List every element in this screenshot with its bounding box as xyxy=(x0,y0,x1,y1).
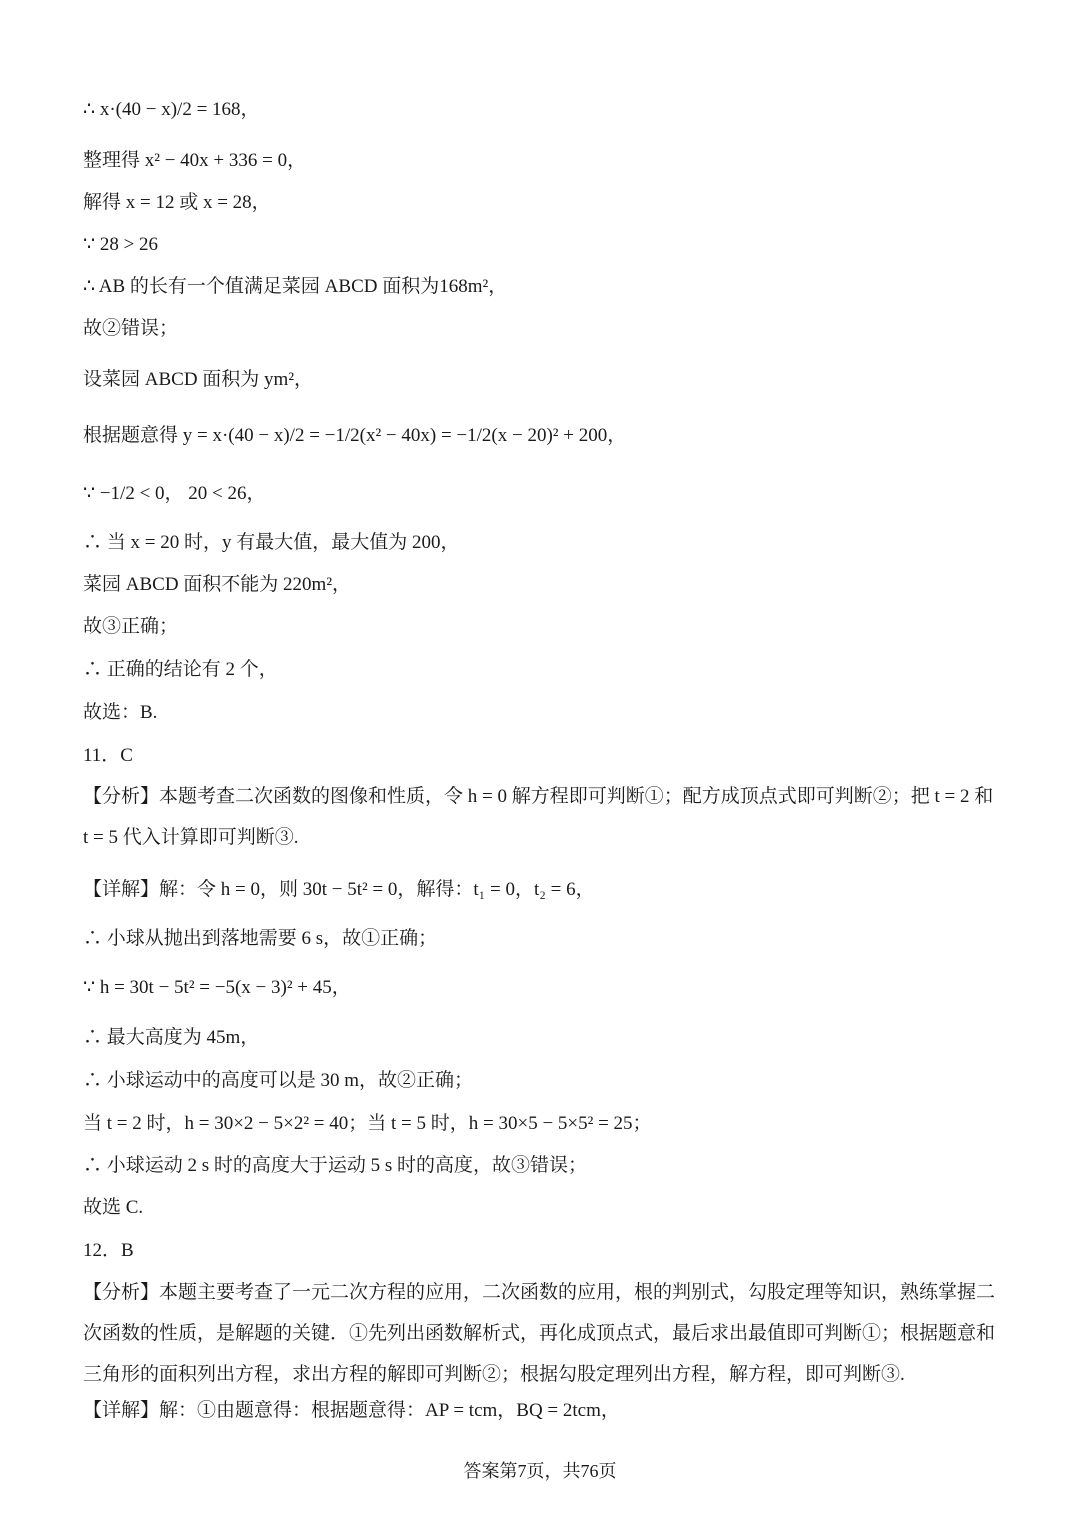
detail-11-line-6: 当 t = 2 时，h = 30×2 − 5×2² = 40；当 t = 5 时，h = 30×5 − 5×5² = 25； xyxy=(83,1113,652,1134)
text-line-6: 故②错误； xyxy=(83,318,179,339)
page-footer: 答案第7页，共76页 xyxy=(463,1461,617,1481)
text-line-11: 菜园 ABCD 面积不能为 220m²， xyxy=(83,574,352,595)
detail-11-line-8: 故选 C. xyxy=(83,1197,144,1218)
text-line-9: ∵ −1/2 < 0， 20 < 26， xyxy=(83,483,266,504)
question-11-answer: 11．C xyxy=(83,745,133,766)
detail-11-line-2: ∴ 小球从抛出到落地需要 6 s，故①正确； xyxy=(83,928,438,949)
text-line-12: 故③正确； xyxy=(83,616,179,637)
text-line-4: ∵ 28 > 26 xyxy=(83,234,159,255)
text-line-8: 根据题意得 y = x·(40 − x)/2 = −1/2(x² − 40x) = −1/2(x − 20)² + 200， xyxy=(83,425,627,446)
text-line-10: ∴ 当 x = 20 时，y 有最大值，最大值为 200， xyxy=(83,532,460,553)
text-line-14: 故选：B. xyxy=(83,702,158,723)
text-line-5: ∴ AB 的长有一个值满足菜园 ABCD 面积为168m²， xyxy=(83,276,508,297)
question-12-answer: 12．B xyxy=(83,1240,134,1261)
text-line-13: ∴ 正确的结论有 2 个， xyxy=(83,659,278,680)
detail-11-line-7: ∴ 小球运动 2 s 时的高度大于运动 5 s 时的高度，故③错误； xyxy=(83,1155,588,1176)
detail-12-line-1: 【详解】解：①由题意得：根据题意得：AP = tcm，BQ = 2tcm， xyxy=(83,1400,620,1421)
detail-11-line-3: ∵ h = 30t − 5t² = −5(x − 3)² + 45， xyxy=(83,977,351,998)
text-line-3: 解得 x = 12 或 x = 28， xyxy=(83,192,271,213)
detail-11-line-1: 【详解】解：令 h = 0，则 30t − 5t² = 0，解得：t₁ = 0，t₂ = 6， xyxy=(83,879,595,900)
analysis-12: 【分析】本题主要考查了一元二次方程的应用，二次函数的应用，根的判别式，勾股定理等知识，熟练掌握二次函数的性质，是解题的关键．①先列出函数解析式，再化成顶点式，最后求出最值即可判断①；根据题意和三角形的面积列出方程，求出方程的解即可判断②；根据勾股定理列出方程，解方程，即可判断③. xyxy=(83,1282,996,1385)
detail-11-line-4: ∴ 最大高度为 45m， xyxy=(83,1027,260,1048)
analysis-11: 【分析】本题考查二次函数的图像和性质，令 h = 0 解方程即可判断①；配方成顶点式即可判断②；把 t = 2 和 t = 5 代入计算即可判断③. xyxy=(83,786,994,848)
text-line-1: ∴ x·(40 − x)/2 = 168， xyxy=(83,99,260,120)
text-line-7: 设菜园 ABCD 面积为 ym²， xyxy=(83,369,314,390)
detail-11-line-5: ∴ 小球运动中的高度可以是 30 m，故②正确； xyxy=(83,1070,474,1091)
text-line-2: 整理得 x² − 40x + 336 = 0， xyxy=(83,150,307,171)
